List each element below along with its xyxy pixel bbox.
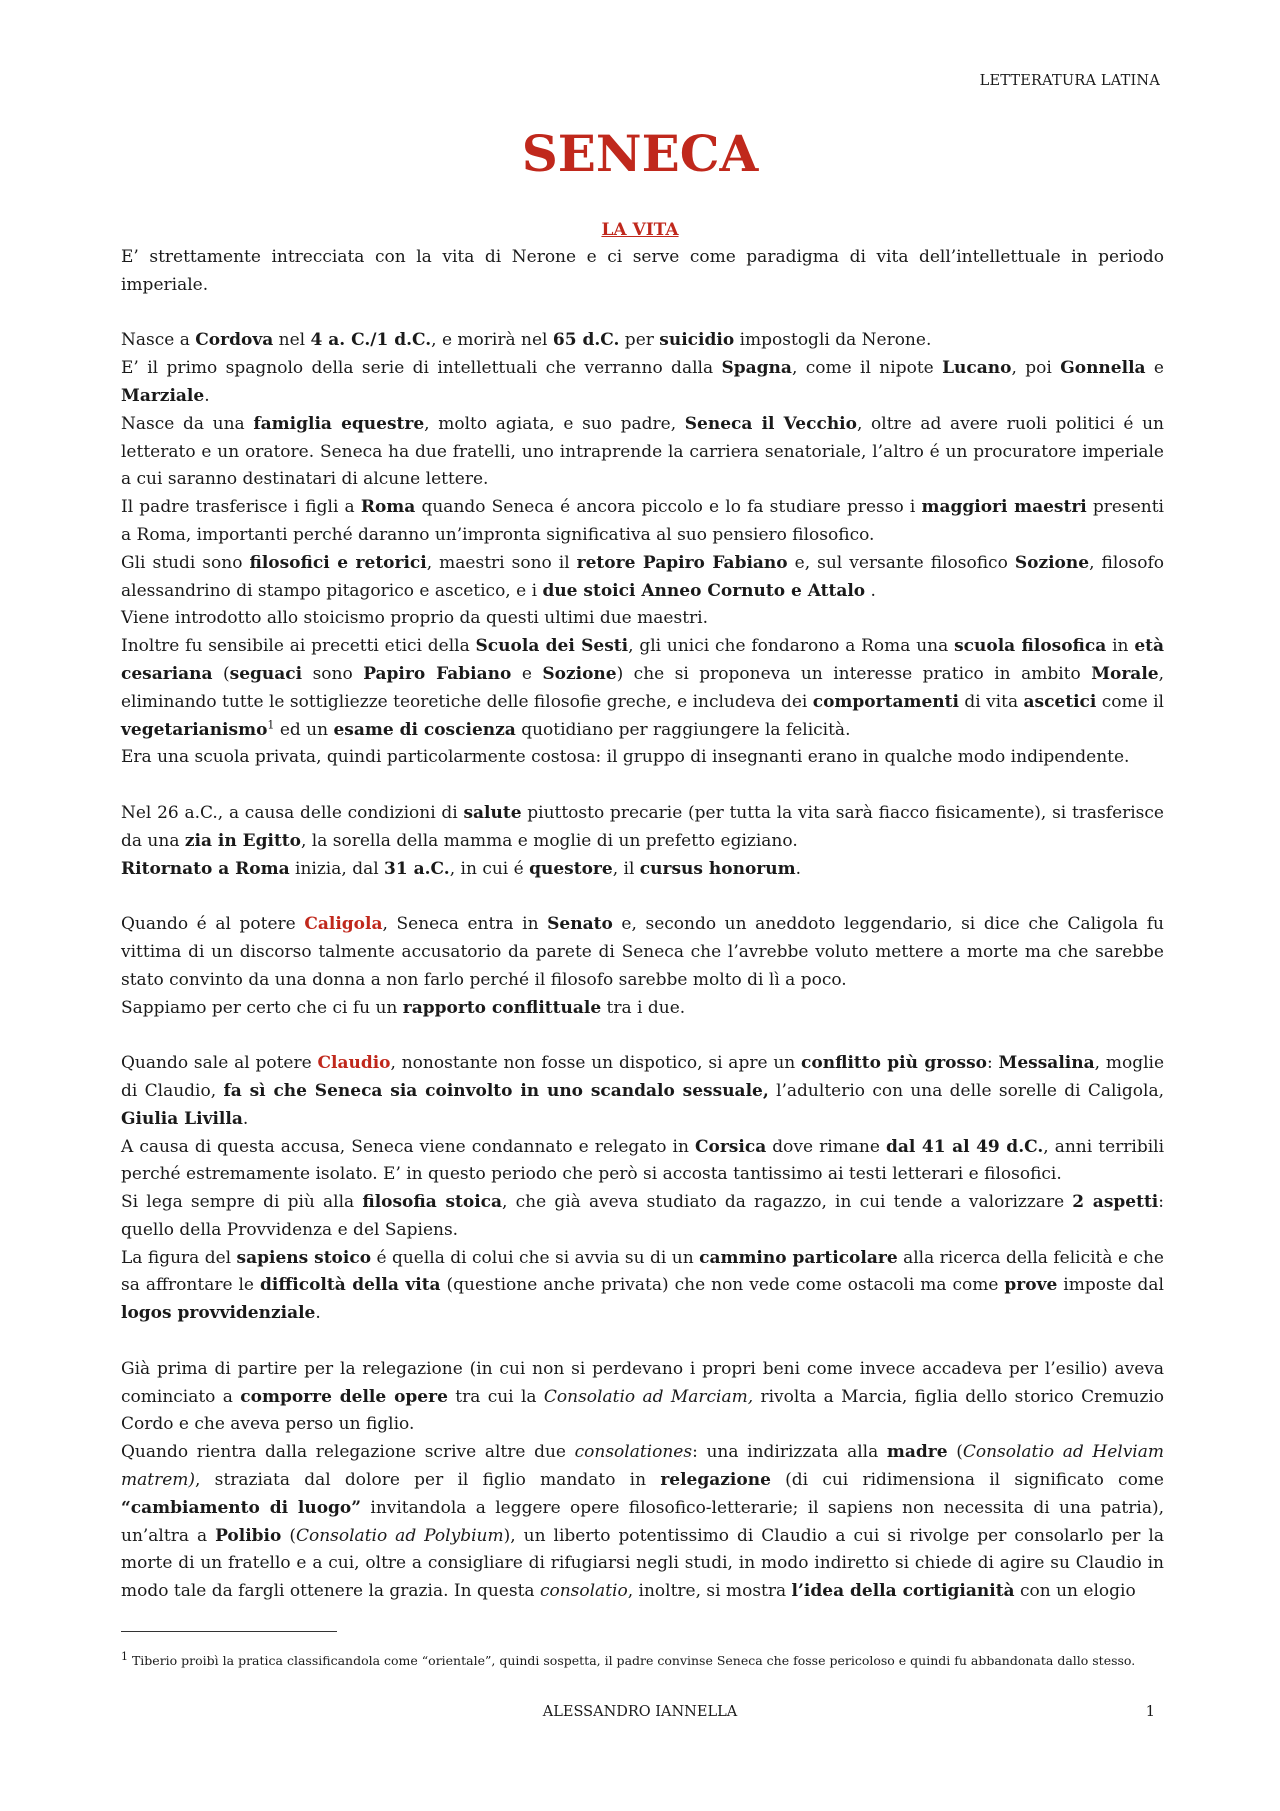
paragraph-gap: [121, 1328, 1164, 1356]
paragraph: Inoltre fu sensibile ai precetti etici della Scuola dei Sesti, gli unici che fondarono a Roma una scuola filosofica in età cesariana (seguaci sono Papiro Fabiano e Sozione) che si proponeva un interesse pratico in ambito Morale, eliminando tutte le sottigliezze teoretiche delle filosofie greche, e includeva dei comportamenti di vita ascetici come il vegetarianismo$^1$ ed un esame di coscienza quotidiano per raggiungere la felicità.: [121, 636, 1164, 740]
paragraph-gap: [121, 772, 1164, 800]
paragraph: A causa di questa accusa, Seneca viene condannato e relegato in Corsica dove rimane dal 41 al 49 d.C., anni terribili perché estremamente isolato. E’ in questo periodo che però si accosta tantissimo ai testi letterari e filosofici.: [121, 1136, 1165, 1185]
body-text: [121, 244, 1164, 1606]
paragraph: Sappiamo per certo che ci fu un rapporto conflittuale tra i due.: [121, 997, 686, 1018]
paragraph: Il padre trasferisce i figli a Roma quando Seneca é ancora piccolo e lo fa studiare presso i maggiori maestri presenti a Roma, importanti perché daranno un’impronta significativa al suo pensiero filosofico.: [121, 497, 1164, 545]
paragraph-gap: [121, 1022, 1164, 1050]
footnote: $^1$ Tiberio proibì la pratica classificandola come “orientale”, quindi sospetta, il padre convinse Seneca che fosse pericoloso e quindi fu abbandonata dallo stesso.: [121, 1649, 1136, 1668]
page-number: 1: [1145, 1704, 1155, 1720]
paragraph: Quando rientra dalla relegazione scrive altre due consolationes: una indirizzata alla madre (Consolatio ad Helviam matrem), straziata dal dolore per il figlio mandato in relegazione (di cui ridimensiona il significato come “cambiamento di luogo” invitandola a leggere opere filosofico-letterarie; il sapiens non necessita di una patria), un’altra a Polibio (Consolatio ad Polybium), un liberto potentissimo di Claudio a cui si rivolge per consolarlo per la morte di un fratello e a cui, oltre a consigliare di rifugiarsi negli studi, in modo indiretto si chiede di agire su Claudio in modo tale da fargli ottenere la grazia. In questa consolatio, inoltre, si mostra l’idea della cortigianità con un elogio: [121, 1442, 1164, 1602]
paragraph-gap: [121, 883, 1164, 911]
paragraph: Si lega sempre di più alla filosofia stoica, che già aveva studiato da ragazzo, in cui tende a valorizzare 2 aspetti: quello della Provvidenza e del Sapiens.: [121, 1192, 1164, 1240]
paragraph: Nasce da una famiglia equestre, molto agiata, e suo padre, Seneca il Vecchio, oltre ad avere ruoli politici é un letterato e un oratore. Seneca ha due fratelli, uno intraprende la carriera senatoriale, l’altro é un procuratore imperiale a cui saranno destinatari di alcune lettere.: [121, 413, 1165, 490]
paragraph: Già prima di partire per la relegazione (in cui non si perdevano i propri beni come invece accadeva per l’esilio) aveva cominciato a comporre delle opere tra cui la Consolatio ad Marciam, rivolta a Marcia, figlia dello storico Cremuzio Cordo e che aveva perso un figlio.: [121, 1358, 1165, 1435]
paragraph: E’ strettamente intrecciata con la vita di Nerone e ci serve come paradigma di vita dell’intellettuale in periodo imperiale.: [121, 247, 1164, 295]
paragraph: Quando sale al potere Claudio, nonostante non fosse un dispotico, si apre un conflitto più grosso: Messalina, moglie di Claudio, fa sì che Seneca sia coinvolto in uno scandalo sessuale, l’adulterio con una delle sorelle di Caligola, Giulia Livilla.: [121, 1053, 1165, 1129]
paragraph: Ritornato a Roma inizia, dal 31 a.C., in cui é questore, il cursus honorum.: [121, 858, 801, 879]
running-header: LETTERATURA LATINA: [979, 73, 1160, 89]
paragraph: Nel 26 a.C., a causa delle condizioni di salute piuttosto precarie (per tutta la vita sarà fiacco fisicamente), si trasferisce da una zia in Egitto, la sorella della mamma e moglie di un prefetto egiziano.: [121, 802, 1164, 851]
page-title: SENECA: [521, 124, 759, 183]
paragraph: Nasce a Cordova nel 4 a. C./1 d.C., e morirà nel 65 d.C. per suicidio impostogli da Nerone.: [121, 330, 932, 351]
section-title: LA VITA: [601, 220, 679, 240]
paragraph: Viene introdotto allo stoicismo proprio da questi ultimi due maestri.: [121, 608, 708, 629]
paragraph-gap: [121, 300, 1164, 328]
paragraph: Quando é al potere Caligola, Seneca entra in Senato e, secondo un aneddoto leggendario, si dice che Caligola fu vittima di un discorso talmente accusatorio da parete di Seneca che l’avrebbe voluto mettere a morte ma che sarebbe stato convinto da una donna a non farlo perché il filosofo sarebbe molto di lì a poco.: [121, 914, 1164, 990]
footer-author: ALESSANDRO IANNELLA: [542, 1704, 738, 1720]
paragraph: Gli studi sono filosofici e retorici, maestri sono il retore Papiro Fabiano e, sul versante filosofico Sozione, filosofo alessandrino di stampo pitagorico e ascetico, e i due stoici Anneo Cornuto e Attalo .: [121, 552, 1164, 601]
paragraph: Era una scuola privata, quindi particolarmente costosa: il gruppo di insegnanti erano in qualche modo indipendente.: [121, 747, 1130, 768]
footnote-separator: [121, 1631, 337, 1632]
paragraph: La figura del sapiens stoico é quella di colui che si avvia su di un cammino particolare alla ricerca della felicità e che sa affrontare le difficoltà della vita (questione anche privata) che non vede come ostacoli ma come prove imposte dal logos provvidenziale.: [121, 1247, 1164, 1324]
paragraph: E’ il primo spagnolo della serie di intellettuali che verranno dalla Spagna, come il nipote Lucano, poi Gonnella e Marziale.: [121, 358, 1164, 406]
